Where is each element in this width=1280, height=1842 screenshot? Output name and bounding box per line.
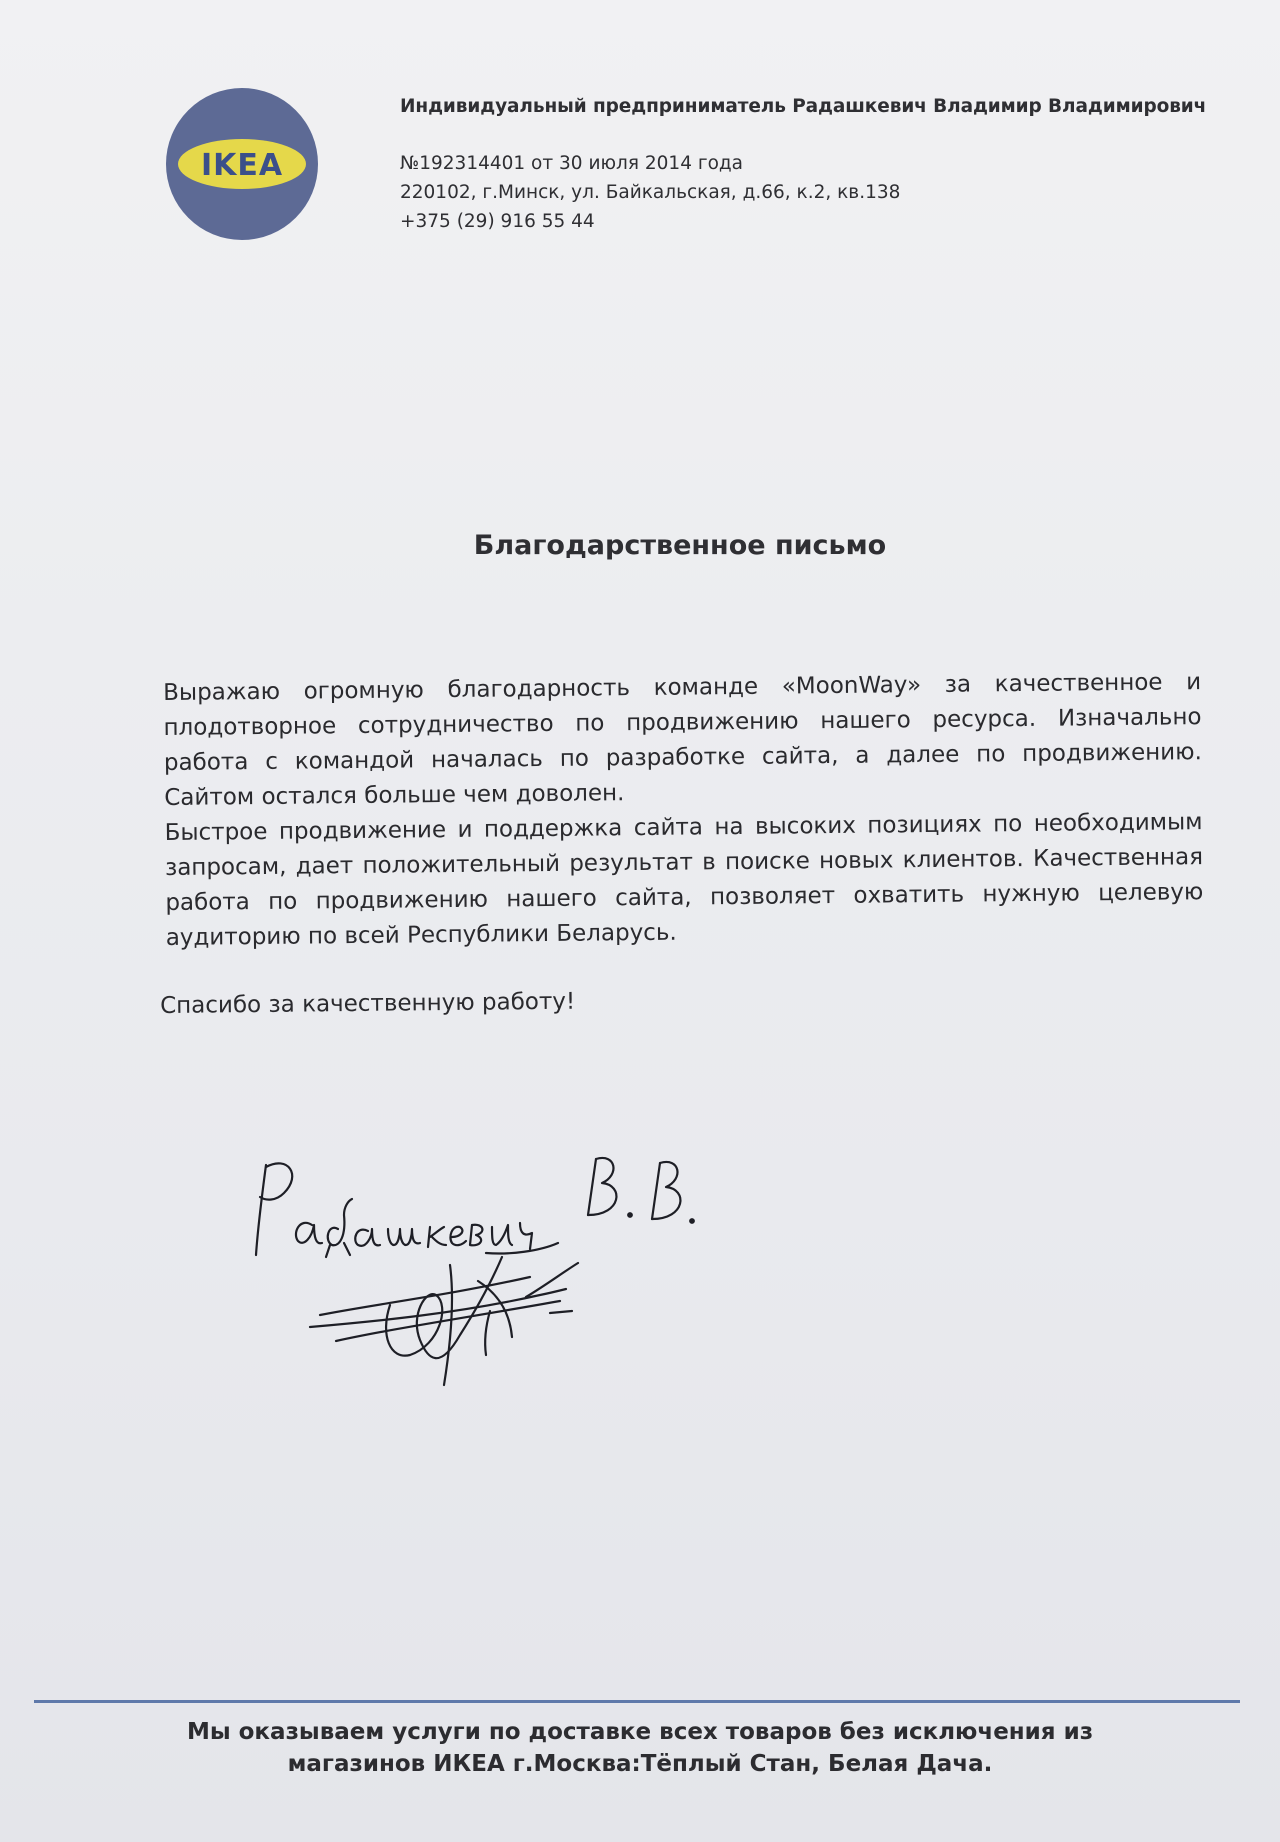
footer-line-1: Мы оказываем услуги по доставке всех товаров без исключения из [186, 1719, 1094, 1745]
owner-name: Индивидуальный предприниматель Радашкевич Владимир Владимирович [400, 96, 1207, 117]
footer-divider [34, 1700, 1240, 1703]
letterhead [400, 92, 1220, 236]
body-paragraph-1: Выражаю огромную благодарность команде «MoonWay» за качественное и плодотворное сотрудничество по продвижению нашего ресурса. Изначально работа с командой началась по разработке сайта, а далее по продвижению. Сайтом остался больше чем доволен. [163, 669, 1202, 811]
footer-line-2: магазинов ИКЕА г.Москва:Тёплый Стан, Белая Дача. [287, 1751, 993, 1777]
letter-title: Благодарственное письмо [473, 530, 887, 561]
handwritten-signature [240, 1145, 700, 1405]
ikea-logo [166, 88, 318, 240]
phone-number: +375 (29) 916 55 44 [400, 211, 595, 232]
body-paragraph-2: Быстрое продвижение и поддержка сайта на высоких позициях по необходимым запросам, дает положительный результат в поиске новых клиентов. Качественная работа по продвижению нашего сайта, позволяет охватить нужную целевую аудиторию по всей Республики Беларусь. [164, 809, 1204, 951]
logo-text: IKEA [200, 148, 284, 183]
footer-note [120, 1716, 1160, 1780]
registration-number: №192314401 от 30 июля 2014 года [400, 153, 744, 174]
address: 220102, г.Минск, ул. Байкальская, д.66, к.2, кв.138 [400, 182, 901, 203]
letter-body [163, 665, 1204, 956]
closing-line: Спасибо за качественную работу! [160, 988, 576, 1019]
